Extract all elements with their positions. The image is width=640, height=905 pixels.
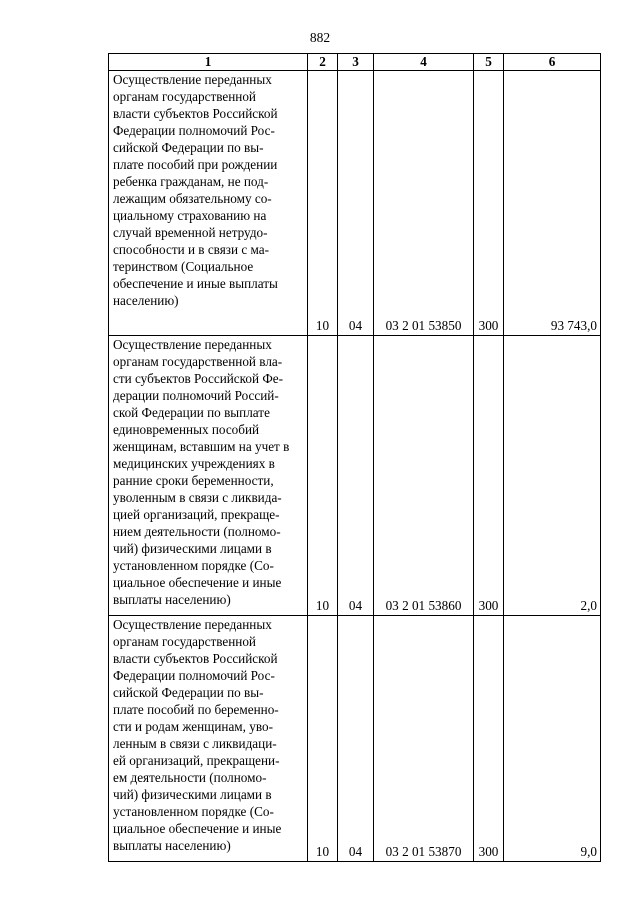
row-section: 10: [308, 616, 338, 862]
header-row: [109, 54, 601, 71]
row-section: 10: [308, 336, 338, 616]
row-description: Осуществление переданных органам государственной власти субъектов Российской Федерации полномочий Рос- сийской Федерации по вы- плате пособий по беременно- сти и родам женщинам, уво- ленным в связи с ликвидаци- ей организаций, прекращени- ем деятельности (полномо- чий) физическими лицами в установленном порядке (Со- циальное обеспечение и иные выплаты населению): [109, 616, 308, 862]
table-row: [109, 71, 601, 336]
row-section: 10: [308, 71, 338, 336]
column-header-5: 5: [474, 54, 504, 71]
row-target-article: 03 2 01 53860: [374, 336, 474, 616]
column-header-1: 1: [109, 54, 308, 71]
column-header-6: 6: [504, 54, 601, 71]
column-header-2: 2: [308, 54, 338, 71]
row-amount: 9,0: [504, 616, 601, 862]
table-row: [109, 616, 601, 862]
row-subsection: 04: [338, 616, 374, 862]
row-target-article: 03 2 01 53850: [374, 71, 474, 336]
row-target-article: 03 2 01 53870: [374, 616, 474, 862]
table-row: [109, 336, 601, 616]
row-expense-type: 300: [474, 616, 504, 862]
row-amount: 2,0: [504, 336, 601, 616]
row-subsection: 04: [338, 336, 374, 616]
row-description: Осуществление переданных органам государственной вла- сти субъектов Российской Фе- дерации полномочий Россий- ской Федерации по выплате единовременных пособий женщинам, вставшим на учет в медицинских учреждениях в ранние сроки беременности, уволенным в связи с ликвида- цией организаций, прекраще- нием деятельности (полномо- чий) физическими лицами в установленном порядке (Со- циальное обеспечение и иные выплаты населению): [109, 336, 308, 616]
budget-table: [108, 53, 601, 862]
column-header-3: 3: [338, 54, 374, 71]
row-subsection: 04: [338, 71, 374, 336]
column-header-4: 4: [374, 54, 474, 71]
page-number: 882: [309, 30, 331, 45]
row-expense-type: 300: [474, 71, 504, 336]
row-amount: 93 743,0: [504, 71, 601, 336]
row-expense-type: 300: [474, 336, 504, 616]
row-description: Осуществление переданных органам государственной власти субъектов Российской Федерации полномочий Рос- сийской Федерации по вы- плате пособий при рождении ребенка гражданам, не под- лежащим обязательному со- циальному страхованию на случай временной нетрудо- способности и в связи с ма- теринством (Социальное обеспечение и иные выплаты населению): [109, 71, 308, 336]
